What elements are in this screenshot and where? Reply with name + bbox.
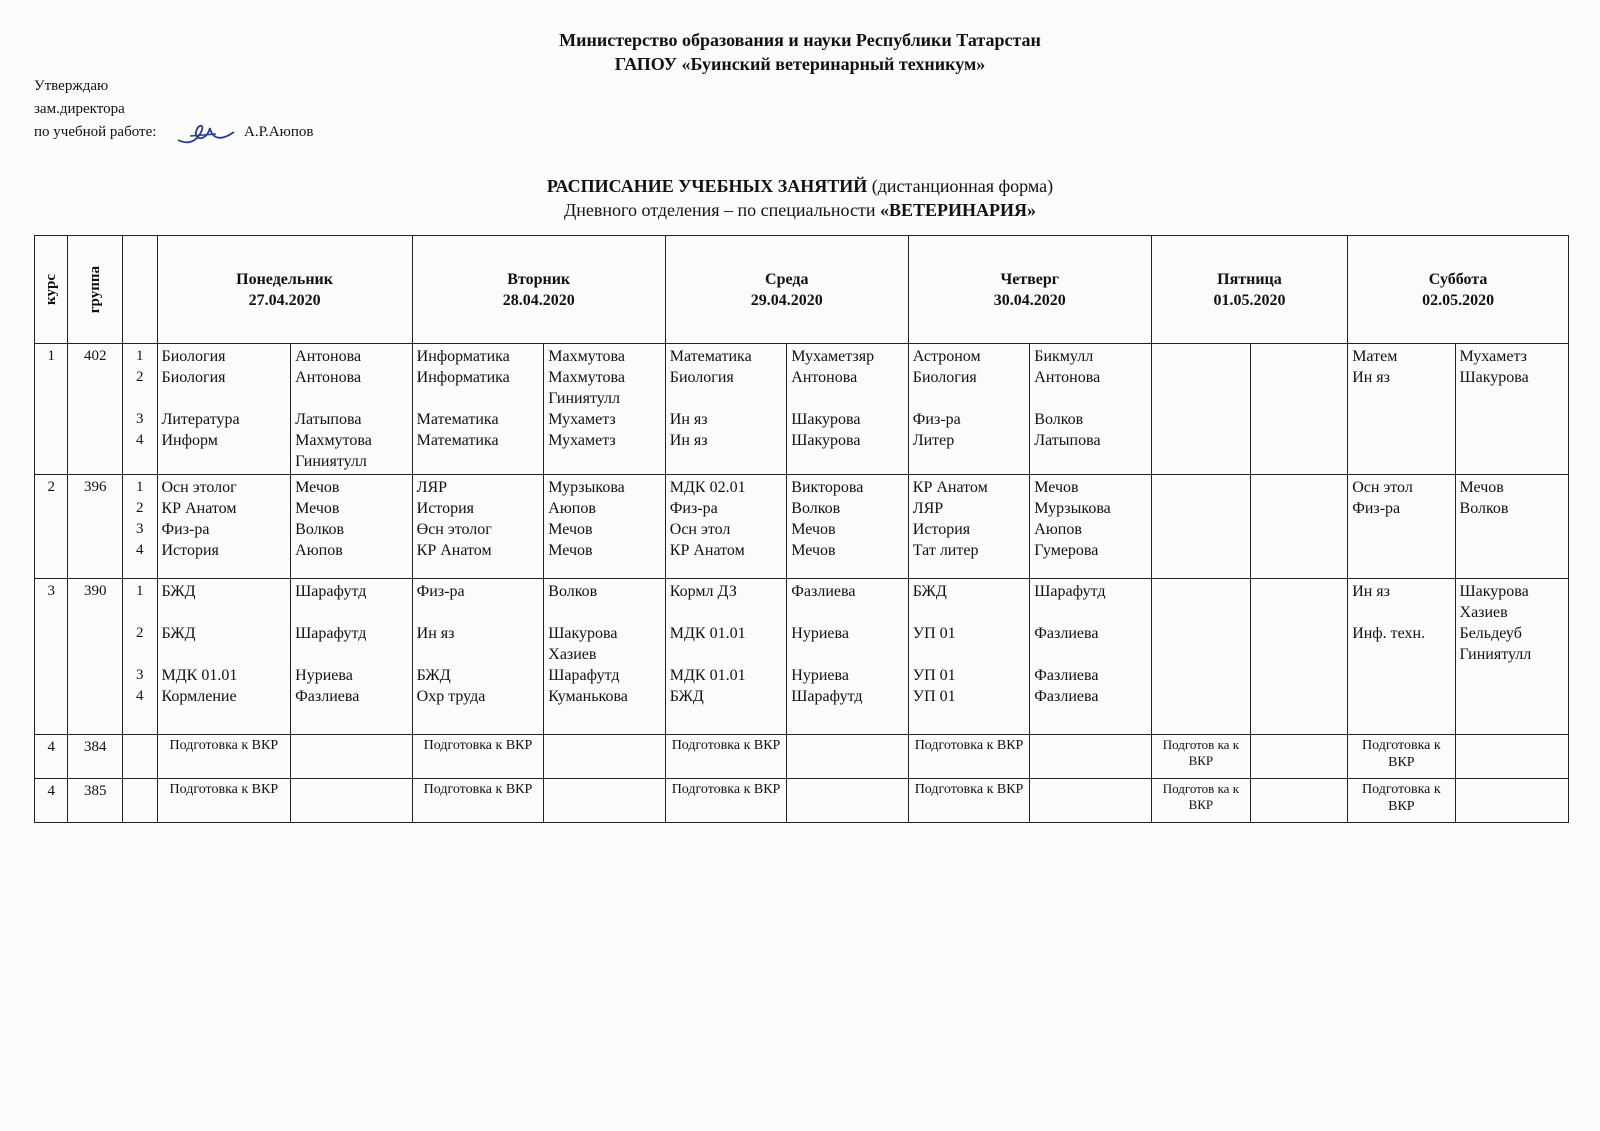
subject: Информатика (416, 369, 510, 386)
subject (417, 602, 540, 623)
subject: Кормл ДЗ (669, 583, 737, 600)
empty-teacher-cell (1250, 779, 1347, 823)
ministry-title: Министерство образования и науки Республики Татарстан (559, 30, 1041, 50)
empty-teacher-cell (1030, 779, 1152, 823)
empty-teacher-cell (787, 779, 909, 823)
teacher: Фазлиева (1034, 667, 1099, 684)
kurs-cell: 1 (35, 344, 68, 475)
group-cell: 390 (68, 579, 123, 735)
kurs-cell: 3 (35, 579, 68, 735)
subject: БЖД (669, 688, 704, 705)
subject: Ин яз (416, 625, 455, 642)
empty-teacher-cell (787, 735, 909, 779)
vkr-cell: Подготовка к ВКР (412, 779, 544, 823)
teacher: Мечов (295, 500, 340, 517)
teacher: Махмутова (295, 432, 372, 449)
empty-teacher-cell (544, 735, 666, 779)
teacher-cell (1250, 344, 1347, 475)
subject: Охр труда (416, 688, 486, 705)
teacher (791, 644, 904, 665)
lesson-num-cell (123, 344, 157, 475)
subject (162, 602, 287, 623)
vkr-cell: Подготовка к ВКР (412, 735, 544, 779)
lesson-number: 1 (136, 583, 144, 599)
teacher: Хазиев (1459, 604, 1508, 621)
subject: МДК 02.01 (669, 479, 746, 496)
group-cell: 385 (68, 779, 123, 823)
empty-teacher-cell (1030, 735, 1152, 779)
subject (417, 388, 540, 409)
teacher: Мечов (548, 542, 593, 559)
table-header-row (35, 236, 1569, 344)
teacher-cell (1250, 475, 1347, 579)
teacher-cell (291, 579, 413, 735)
teacher (1034, 602, 1147, 623)
subject: Физ-ра (1352, 500, 1401, 517)
subject-cell (1151, 475, 1250, 579)
schedule-table (34, 235, 1569, 823)
subject: Физ-ра (912, 411, 961, 428)
teacher: Антонова (295, 348, 362, 365)
teacher (1034, 644, 1147, 665)
teacher: Аюпов (1034, 521, 1082, 538)
teacher: Махмутова (548, 369, 625, 386)
subject (417, 644, 540, 665)
teacher-cell (787, 579, 909, 735)
vkr-cell: Подготовка к ВКР (1348, 779, 1455, 823)
schedule-title: РАСПИСАНИЕ УЧЕБНЫХ ЗАНЯТИЙ (дистанционная форма) (546, 176, 1054, 196)
kurs-cell: 2 (35, 475, 68, 579)
teacher: Латыпова (1034, 432, 1101, 449)
teacher: Шарафутд (1034, 583, 1106, 600)
subject-cell (908, 579, 1030, 735)
teacher: Волков (1034, 411, 1084, 428)
teacher: Шакурова (791, 432, 861, 449)
subject: Өсн этолог (416, 521, 492, 538)
subject-cell (1348, 344, 1455, 475)
teacher: Фазлиева (295, 688, 360, 705)
empty-teacher-cell (291, 735, 413, 779)
subject: Осн этолог (161, 479, 237, 496)
vkr-cell: Подготовка к ВКР (1348, 735, 1455, 779)
teacher: Гумерова (1034, 542, 1099, 559)
subject: Литер (912, 432, 955, 449)
subject-cell (412, 579, 544, 735)
day-header-sat: Суббота 02.05.2020 (1348, 236, 1569, 344)
subject: Тат литер (912, 542, 979, 559)
subject: Матем (1352, 348, 1398, 365)
teacher: Фазлиева (1034, 688, 1099, 705)
subject (670, 644, 783, 665)
lesson-number: 2 (136, 369, 144, 385)
subject: КР Анатом (669, 542, 745, 559)
table-row (35, 344, 1569, 475)
subject: БЖД (416, 667, 451, 684)
teacher-cell (1455, 475, 1568, 579)
teacher: Мечов (791, 542, 836, 559)
vkr-cell: Подготовка к ВКР (665, 779, 787, 823)
teacher: Гиниятулл (1459, 646, 1532, 663)
approver-name: А.Р.Аюпов (244, 124, 314, 140)
empty-teacher-cell (1455, 779, 1568, 823)
day-header-fri: Пятница 01.05.2020 (1151, 236, 1347, 344)
kurs-header: курс (35, 236, 68, 344)
teacher: Махмутова (548, 348, 625, 365)
teacher: Фазлиева (1034, 625, 1099, 642)
teacher: Мухаметз (1459, 348, 1527, 365)
subject: Физ-ра (161, 521, 210, 538)
teacher: Гиниятулл (548, 390, 620, 407)
empty-teacher-cell (544, 779, 666, 823)
teacher (295, 388, 408, 409)
subject-cell (157, 344, 291, 475)
subject-cell (1348, 579, 1455, 735)
lesson-number (127, 602, 152, 623)
teacher-cell (291, 475, 413, 579)
teacher: Шакурова (548, 625, 618, 642)
empty-teacher-cell (1250, 735, 1347, 779)
subject: Ин яз (669, 432, 708, 449)
teacher (791, 602, 904, 623)
kurs-cell: 4 (35, 779, 68, 823)
teacher: Шакурова (791, 411, 861, 428)
lesson-number: 1 (136, 348, 144, 364)
day-header-wed: Среда 29.04.2020 (665, 236, 908, 344)
subject: Информатика (416, 348, 510, 365)
subject-cell (412, 475, 544, 579)
subject: Математика (416, 411, 499, 428)
subject-cell (157, 579, 291, 735)
subject (913, 602, 1026, 623)
teacher: Мухаметз (548, 411, 616, 428)
teacher: Мурзыкова (548, 479, 625, 496)
lesson-number: 4 (136, 542, 144, 558)
teacher: Шарафутд (791, 688, 863, 705)
teacher: Аюпов (295, 542, 343, 559)
teacher: Нуриева (791, 667, 849, 684)
empty-teacher-cell (291, 779, 413, 823)
subject: Литература (161, 411, 240, 428)
teacher: Антонова (1034, 369, 1101, 386)
table-row (35, 475, 1569, 579)
table-row (35, 735, 1569, 779)
group-cell: 396 (68, 475, 123, 579)
vkr-cell: Подготовка к ВКР (908, 779, 1030, 823)
teacher-cell (787, 475, 909, 579)
teacher: Шарафутд (295, 625, 367, 642)
subject: Математика (416, 432, 499, 449)
teacher: Викторова (791, 479, 864, 496)
vkr-cell: Подготовка к ВКР (665, 735, 787, 779)
subject: УП 01 (912, 667, 956, 684)
subject: Ин яз (1352, 583, 1390, 600)
subject-cell (1151, 579, 1250, 735)
teacher-cell (544, 579, 666, 735)
day-header-thu: Четверг 30.04.2020 (908, 236, 1151, 344)
group-cell: 402 (68, 344, 123, 475)
teacher: Бельдеуб (1459, 625, 1522, 642)
teacher (295, 602, 408, 623)
subject: История (416, 500, 474, 517)
subject-cell (665, 344, 787, 475)
group-cell: 384 (68, 735, 123, 779)
subject: Астроном (912, 348, 981, 365)
subject: УП 01 (912, 625, 956, 642)
lesson-number: 2 (136, 500, 144, 516)
teacher: Мечов (1459, 479, 1504, 496)
teacher: Шакурова (1459, 369, 1529, 386)
day-header-tue: Вторник 28.04.2020 (412, 236, 665, 344)
vkr-cell: Подготов ка к ВКР (1151, 779, 1250, 823)
vkr-cell: Подготовка к ВКР (908, 735, 1030, 779)
subject: БЖД (161, 625, 196, 642)
teacher: Мухаметзяр (791, 348, 875, 365)
subject: История (912, 521, 971, 538)
subject-cell (908, 344, 1030, 475)
subject: Осн этол (1352, 479, 1413, 496)
subject: БЖД (912, 583, 947, 600)
subject: ЛЯР (912, 500, 944, 517)
lesson-number (127, 644, 152, 665)
lesson-number: 1 (136, 479, 144, 495)
teacher-cell (1455, 579, 1568, 735)
teacher-cell (1250, 579, 1347, 735)
subject (913, 644, 1026, 665)
subject (162, 644, 287, 665)
teacher: Фазлиева (791, 583, 856, 600)
teacher: Нуриева (791, 625, 849, 642)
subject-cell (665, 579, 787, 735)
subject: УП 01 (912, 688, 956, 705)
teacher: Антонова (295, 369, 362, 386)
teacher-cell (544, 344, 666, 475)
teacher: Мечов (548, 521, 593, 538)
subject-cell (157, 475, 291, 579)
subject: Математика (669, 348, 752, 365)
teacher-cell (1030, 344, 1152, 475)
subject: МДК 01.01 (161, 667, 238, 684)
teacher (1034, 388, 1147, 409)
lesson-number: 3 (136, 521, 144, 537)
subject: Биология (912, 369, 977, 386)
subject: МДК 01.01 (669, 667, 746, 684)
table-row (35, 779, 1569, 823)
lesson-num-cell (123, 579, 157, 735)
subject: БЖД (161, 583, 196, 600)
lesson-number: 3 (136, 411, 144, 427)
teacher: Хазиев (548, 646, 597, 663)
teacher: Шарафутд (548, 667, 620, 684)
lesson-num-header (123, 236, 157, 344)
subject: КР Анатом (416, 542, 492, 559)
teacher: Латыпова (295, 411, 362, 428)
subject (1352, 602, 1450, 623)
subject: История (161, 542, 219, 559)
subject: Информ (161, 432, 218, 449)
lesson-num-cell (123, 475, 157, 579)
teacher: Нуриева (295, 667, 353, 684)
day-header-mon: Понедельник 27.04.2020 (157, 236, 412, 344)
teacher: Гиниятулл (295, 453, 367, 470)
teacher-cell (1030, 475, 1152, 579)
approval-line-1: Утверждаю (34, 78, 109, 94)
vkr-cell: Подготовка к ВКР (157, 779, 291, 823)
subject: Физ-ра (416, 583, 465, 600)
teacher: Мурзыкова (1034, 500, 1111, 517)
teacher: Мухаметз (548, 432, 616, 449)
subject (670, 602, 783, 623)
subject: МДК 01.01 (669, 625, 746, 642)
subject: КР Анатом (912, 479, 988, 496)
teacher: Волков (791, 500, 841, 517)
lesson-number: 3 (136, 667, 144, 683)
lesson-num-cell (123, 735, 157, 779)
subject: Инф. техн. (1352, 625, 1426, 642)
subject: Биология (669, 369, 734, 386)
subject-cell (1348, 475, 1455, 579)
teacher (295, 644, 408, 665)
subject-cell (908, 475, 1030, 579)
lesson-number (127, 388, 152, 409)
teacher: Шакурова (1459, 583, 1529, 600)
teacher (791, 388, 904, 409)
vkr-cell: Подготовка к ВКР (157, 735, 291, 779)
vkr-cell: Подготов ка к ВКР (1151, 735, 1250, 779)
teacher: Бикмулл (1034, 348, 1094, 365)
subject-cell (412, 344, 544, 475)
lesson-number: 2 (136, 625, 144, 641)
group-header: группа (68, 236, 123, 344)
teacher: Аюпов (548, 500, 596, 517)
schedule-subtitle: Дневного отделения – по специальности «ВЕТЕРИНАРИЯ» (564, 200, 1036, 220)
subject-cell (665, 475, 787, 579)
subject (913, 388, 1026, 409)
subject: Биология (161, 348, 226, 365)
subject-cell (1151, 344, 1250, 475)
kurs-cell: 4 (35, 735, 68, 779)
subject: Осн этол (669, 521, 731, 538)
teacher-cell (1455, 344, 1568, 475)
teacher: Мечов (791, 521, 836, 538)
subject: Ин яз (669, 411, 708, 428)
institution-title: ГАПОУ «Буинский ветеринарный техникум» (614, 54, 986, 74)
teacher: Мечов (295, 479, 340, 496)
teacher-cell (291, 344, 413, 475)
subject: Биология (161, 369, 226, 386)
teacher: Волков (295, 521, 345, 538)
approval-line-3: по учебной работе: (34, 124, 157, 140)
approval-line-2: зам.директора (34, 101, 125, 117)
table-row (35, 579, 1569, 735)
subject: Ин яз (1352, 369, 1390, 386)
teacher: Мечов (1034, 479, 1079, 496)
lesson-number: 4 (136, 432, 144, 448)
teacher-cell (787, 344, 909, 475)
subject: КР Анатом (161, 500, 237, 517)
teacher: Антонова (791, 369, 858, 386)
subject: Кормление (161, 688, 237, 705)
teacher-cell (1030, 579, 1152, 735)
teacher: Волков (548, 583, 598, 600)
subject (162, 388, 287, 409)
teacher: Куманькова (548, 688, 628, 705)
lesson-number: 4 (136, 688, 144, 704)
teacher (548, 602, 661, 623)
teacher: Волков (1459, 500, 1509, 517)
lesson-num-cell (123, 779, 157, 823)
subject (670, 388, 783, 409)
signature-icon (176, 120, 238, 148)
teacher: Шарафутд (295, 583, 367, 600)
subject: ЛЯР (416, 479, 448, 496)
subject: Физ-ра (669, 500, 718, 517)
empty-teacher-cell (1455, 735, 1568, 779)
teacher-cell (544, 475, 666, 579)
